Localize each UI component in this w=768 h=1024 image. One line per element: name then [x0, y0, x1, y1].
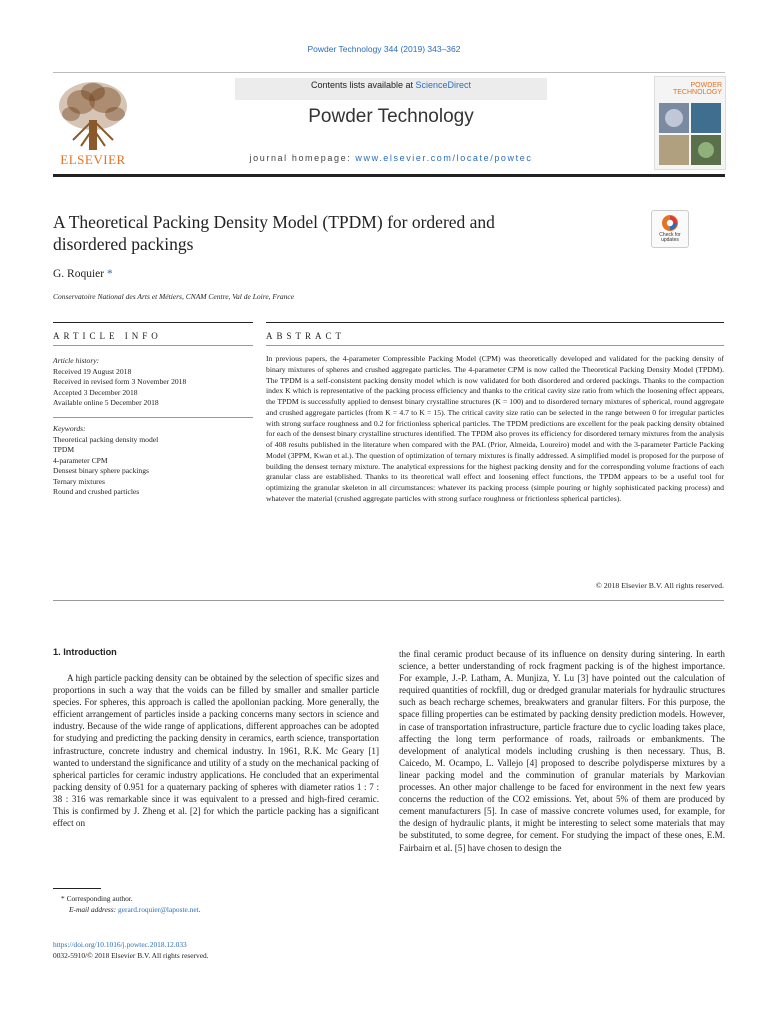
section-heading-introduction: 1. Introduction: [53, 647, 117, 657]
author-line: [53, 268, 113, 280]
footnote-corresponding: [53, 894, 133, 904]
keywords-block: [53, 424, 253, 498]
footnote-corresponding-text: Corresponding author.: [66, 894, 133, 903]
article-info-heading: ARTICLE INFO: [53, 331, 162, 341]
abstract-heading: ABSTRACT: [266, 331, 346, 341]
keyword-item: Round and crushed particles: [53, 487, 140, 496]
footnote-rule: [53, 888, 101, 889]
body-left-column: A high particle packing density can be obtained by the selection of specific sizes and proportions in such a way that the voids can be filled by smaller and smaller particle species. For spheres, this approach is called the apollonian packing. More generally, the efficient arrangement of particles inside a packing concerns many sectors in science and industry. Because of the wide range of applications, different approaches can be adopted for studying and predicting the packing density in ceramics, earth science, transportation infrastructure, concrete industry and chemical industry. In 1961, R.K. Mc Geary [1] wanted to understand the significance and utility of a study on the mechanical packing of spherical particles for ceramic industry applications. He concluded that an experimental packing density of 0.951 for a quaternary packing of spheres with diameter ratios 1 : 7 : 38 : 316 was remarkable since it was equivalent to a pressed and high-fired ceramic. This is confirmed by J. Zheng et al. [2] for which the particle packing has a significant effect on: [53, 673, 379, 829]
cover-title: [673, 82, 722, 96]
footnote-mark: *: [61, 894, 65, 903]
corresponding-author-mark[interactable]: *: [106, 268, 113, 280]
history-divider: [53, 417, 253, 418]
keyword-item: Theoretical packing density model: [53, 434, 159, 444]
history-accepted: Accepted 3 December 2018: [53, 387, 138, 397]
abstract-rule: [266, 322, 724, 323]
body-right-column: the final ceramic product because of its influence on density during sintering. In earth science, a better understanding of rock fragment packing is of the highest importance. For example, J.-P. Latham, A. Munjiza, Y. Lu [3] have pointed out the calculation of required quantities of rockfill, dug or dredged granular materials for hydraulic structures such as beach recharge schemes, breakwaters and granular filters. For this purpose, the space filling properties can be estimated by packing density prediction models. However, in case of transportation infrastructure, particle fracture due to cyclic loading takes place, affecting the long term performance of roads, railroads or embankments. The development of analytical models including crushing is then necessary. Thus, B. Caicedo, M. Ocampo, L. Vallejo [4] proposed to describe polydisperse mixtures by a linear packing model and the comminution of granular materials by Markovian processes. An other major challenge to be faced for environment in the next few years concerns the reduction of the CO2 emissions. Yet, about 5% of them are produced by cement manufacturers [5]. In case of massive concrete volumes used, for example, for the design of hydraulic plants, it might be interesting to select some materials that may be substituted, to some degree, for cement. For studying the impact of these ones, E.M. Fairbairn et al. [5] have chosen to design the: [399, 649, 725, 853]
abstract-copyright: © 2018 Elsevier B.V. All rights reserved.: [595, 581, 724, 590]
check-updates-label: [652, 233, 688, 243]
history-online: Available online 5 December 2018: [53, 398, 159, 407]
header-top-rule: [53, 72, 725, 73]
check-updates-line1: Check for: [659, 232, 681, 238]
check-for-updates-button[interactable]: [651, 210, 689, 248]
keyword-item: 4-parameter CPM: [53, 455, 108, 465]
front-matter-end-rule: [53, 600, 724, 601]
journal-name: Powder Technology: [308, 106, 474, 127]
contents-line: [235, 80, 547, 90]
email-suffix: .: [198, 905, 201, 914]
doi-link[interactable]: https://doi.org/10.1016/j.powtec.2018.12.033: [53, 940, 187, 949]
header-bottom-rule: [53, 174, 725, 177]
footnote-email: [53, 905, 201, 915]
author-email-link[interactable]: gerard.roquier@laposte.net: [118, 905, 199, 914]
abstract-text: In previous papers, the 4-parameter Compressible Packing Model (CPM) was theoretically developed and validated for the packing density of binary mixtures of spheres and crushed aggregate particles. The 4-parameter CPM is now called the Theoretical Packing Density Model (TPDM). The TPDM is a self-consistent packing density model which is now validated for both disordered and ordered packings. Thanks to the compaction index K which is representative of the packing process efficiency and thanks to the critical cavity size ratio from which the loosening effect appears, the TPDM is successfully applied to densest binary crystalline structures (K = 100) and to disordered ternary mixtures of spherical, round aggregate and crushed aggregate particles (from K = 4.7 to K = 15). The critical cavity size ratio can be selected in the range between 0 for irregular particles with strong surface roughness and 0.2 for frictionless spherical particles. The TPDM predictions are excellent for the peak packing density obtained for each of the densest binary crystalline structures identified. The TPDM also proves its efficiency for disordered ternary mixtures from the analysis of 408 results published in the literature when compared with the PAL (Prior, Almeida, Loureiro) model and with the 3-parameter Particle Packing Model (3PPM, Kwan et al.). The question of optimization of ternary mixtures is finally addressed. A simplified model is proposed for the purpose of building the densest ternary mixture. The analytical expressions for the highest packing density and for the corresponding volume fractions of each granular class are established. Thanks to its theoretical wall effect and loosening effect functions, the TPDM appears to be a useful tool for optimizing the granular skeleton in all circumstances: whatever its packing process (simple pouring or highly sophisticated packing process) and whatever the material (crushed aggregate particles with strong surface roughness or frictionless spherical particles).: [266, 354, 724, 503]
history-label: Article history:: [53, 356, 100, 365]
article-title: [53, 211, 613, 255]
sciencedirect-link[interactable]: ScienceDirect: [415, 80, 472, 90]
journal-homepage-line: [235, 153, 547, 163]
article-title-line1: A Theoretical Packing Density Model (TPDM) for ordered and: [53, 212, 495, 232]
article-history: [53, 356, 253, 409]
history-revised: Received in revised form 3 November 2018: [53, 377, 187, 386]
keyword-item: Ternary mixtures: [53, 476, 105, 486]
author-name: G. Roquier: [53, 268, 105, 280]
author-affiliation: Conservatoire National des Arts et Métiers, CNAM Centre, Val de Loire, France: [53, 292, 295, 301]
history-received: Received 19 August 2018: [53, 366, 132, 376]
journal-cover-image[interactable]: [654, 76, 726, 170]
elsevier-tree-logo-icon: [53, 80, 133, 152]
article-info-rule: [53, 322, 253, 323]
cover-artwork-icon: [659, 103, 721, 165]
cover-title-line1: POWDER: [690, 82, 722, 89]
contents-prefix: Contents lists available at: [310, 80, 416, 90]
journal-reference-link[interactable]: Powder Technology 344 (2019) 343–362: [307, 44, 461, 54]
check-updates-icon: [661, 214, 679, 232]
article-title-line2: disordered packings: [53, 234, 194, 254]
issn-copyright-line: 0032-5910/© 2018 Elsevier B.V. All rights reserved.: [53, 951, 209, 960]
keywords-label: Keywords:: [53, 424, 86, 433]
homepage-prefix: journal homepage:: [249, 153, 356, 163]
keyword-item: TPDM: [53, 445, 75, 454]
email-label: E-mail address:: [69, 905, 117, 914]
cover-title-line2: TECHNOLOGY: [672, 89, 722, 96]
keyword-item: Densest binary sphere packings: [53, 466, 149, 475]
elsevier-logo-text: ELSEVIER: [60, 152, 126, 167]
abstract-subrule: [266, 345, 724, 346]
article-info-subrule: [53, 345, 253, 346]
check-updates-line2: updates: [661, 237, 679, 243]
journal-homepage-link[interactable]: www.elsevier.com/locate/powtec: [355, 153, 533, 163]
